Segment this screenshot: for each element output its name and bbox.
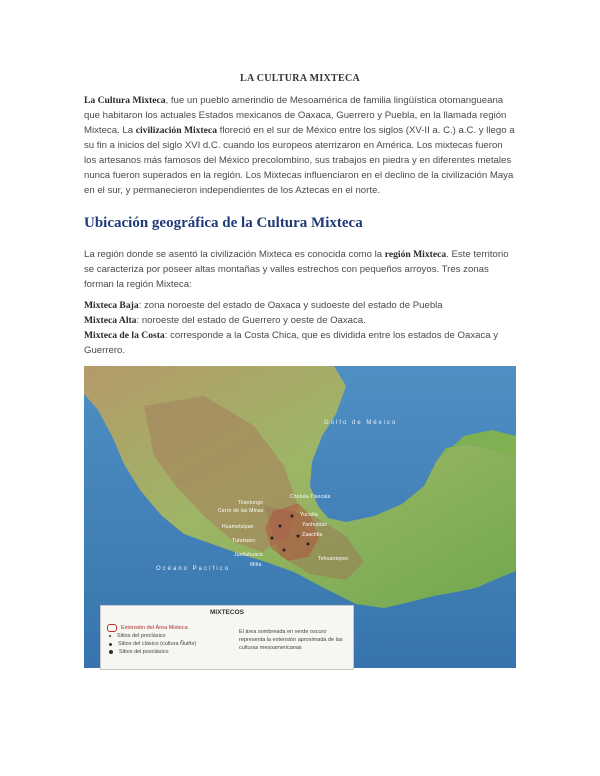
place-label: Yanhuitlán bbox=[302, 522, 328, 528]
location-text-1: La región donde se asentó la civilización Mixteca es conocida como la bbox=[84, 249, 385, 260]
site-dot bbox=[297, 535, 300, 538]
dot-icon bbox=[109, 650, 113, 654]
intro-text-1: , fue un pueblo amerindio de Mesoamérica de familia lingüística otomangueana que habitaron los actuales Estados mexicanos de Oaxaca, Guerrero y Puebla, en la llamada región Mixteca. La bbox=[84, 95, 507, 136]
dot-icon bbox=[109, 635, 111, 637]
legend-item-label: Sitios del preclásico bbox=[117, 633, 166, 639]
area-swatch-icon bbox=[107, 624, 117, 632]
site-dot bbox=[283, 549, 286, 552]
place-label: Zaachila bbox=[302, 532, 323, 538]
region-name: Mixteca Alta bbox=[84, 315, 137, 326]
document-title: LA CULTURA MIXTECA bbox=[239, 73, 361, 84]
place-label: Mitla bbox=[250, 562, 262, 568]
place-label: Tehuantepec bbox=[318, 556, 349, 562]
legend-area-label: Extensión del Área Mixteca bbox=[121, 625, 188, 631]
legend-row bbox=[107, 632, 229, 640]
map-legend bbox=[100, 605, 354, 670]
legend-item-label: Sitios del clásico (cultura Ñuiñe) bbox=[118, 641, 197, 647]
site-dot bbox=[271, 537, 274, 540]
legend-row bbox=[107, 648, 229, 656]
regions-list bbox=[84, 298, 516, 358]
region-desc: : noroeste del estado de Guerrero y oeste de Oaxaca. bbox=[136, 315, 366, 326]
region-desc: : zona noroeste del estado de Oaxaca y sudoeste del estado de Puebla bbox=[138, 300, 443, 311]
location-paragraph bbox=[84, 247, 516, 292]
legend-items bbox=[107, 624, 229, 656]
intro-text-2: floreció en el sur de México entre los siglos (XV-II a. C.) a.C. y llego a su fin a inicios del siglo XVI d.C. cuando los europeos aterrizaron en América. Los mixtecas fueron los artesanos más famosos del México precolombino, sus trabajos en piedra y en diferentes metales nunca fueron superados en la región. Los Mixtecas influenciaron en el declino de la civilización Maya en el sur, y permanecieron independientes de los Aztecas en el norte. bbox=[84, 125, 515, 196]
region-name: Mixteca de la Costa bbox=[84, 330, 165, 341]
legend-row bbox=[107, 640, 229, 648]
intro-paragraph bbox=[84, 93, 516, 198]
place-label: Cerro de las Minas bbox=[218, 508, 264, 514]
legend-note: El área sombreada en verde oscuro representa la extensión aproximada de las culturas mesoamericanas bbox=[239, 629, 343, 651]
region-item bbox=[84, 298, 516, 313]
region-item bbox=[84, 328, 516, 358]
region-desc: : corresponde a la Costa Chica, que es dividida entre los estados de Oaxaca y Guerrero. bbox=[84, 330, 499, 356]
region-name: Mixteca Baja bbox=[84, 300, 139, 311]
place-label: Huamelulpan bbox=[222, 524, 254, 530]
place-label: Tututepec bbox=[232, 538, 256, 544]
site-dot bbox=[279, 525, 282, 528]
location-bold: región Mixteca bbox=[384, 249, 447, 260]
legend-area-row bbox=[107, 624, 229, 632]
place-label: Juxtlahuaca bbox=[234, 552, 263, 558]
intro-lead-bold: La Cultura Mixteca bbox=[84, 95, 166, 106]
legend-item-label: Sitios del posclásico bbox=[119, 649, 169, 655]
site-dot bbox=[291, 515, 294, 518]
pacific-label: Océano Pacífico bbox=[156, 566, 231, 572]
intro-mid-bold: civilización Mixteca bbox=[135, 125, 217, 136]
section-title: Ubicación geográfica de la Cultura Mixteca bbox=[84, 215, 363, 231]
location-text-2: . Este territorio se caracteriza por poseer altas montañas y valles estrechos con pequeños arroyos. Tres zonas forman la región Mixteca: bbox=[84, 249, 509, 290]
legend-title: MIXTECOS bbox=[210, 609, 244, 616]
place-label: Yucuita bbox=[300, 512, 318, 518]
place-label: Tilantongo bbox=[238, 500, 264, 506]
region-item bbox=[84, 313, 516, 328]
site-dot bbox=[307, 543, 310, 546]
dot-icon bbox=[109, 643, 112, 646]
gulf-label: Golfo de México bbox=[324, 420, 398, 426]
place-label: Cholula-Tlaxcala bbox=[290, 494, 331, 500]
